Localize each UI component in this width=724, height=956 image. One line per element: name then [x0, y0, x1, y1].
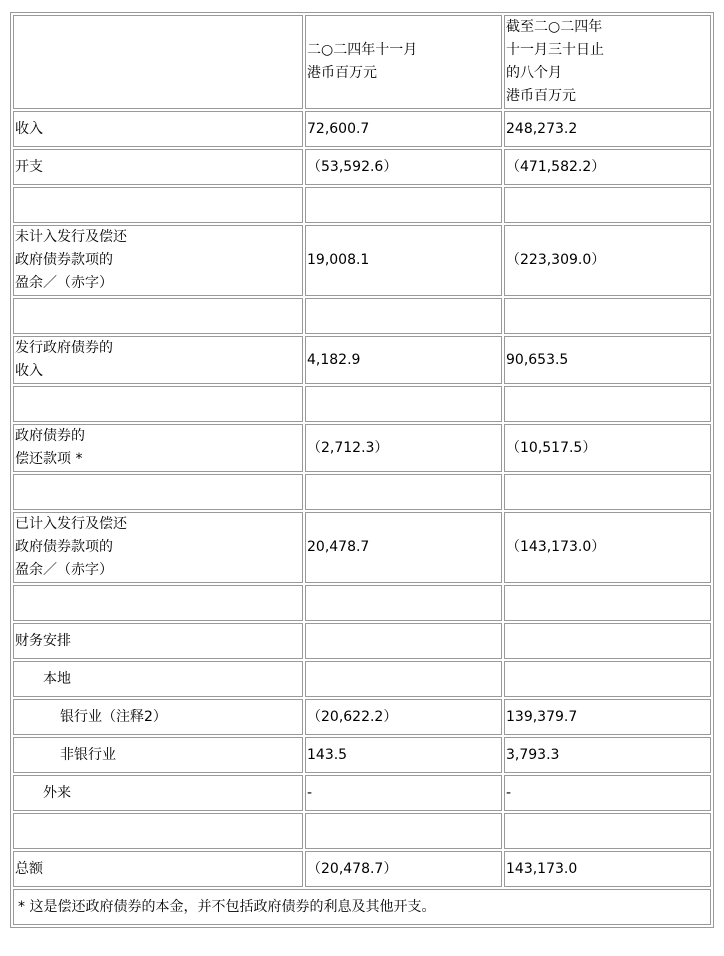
row-label	[13, 585, 303, 621]
table-row	[13, 623, 711, 659]
row-label	[13, 813, 303, 849]
row-value-ytd: （223,309.0）	[504, 225, 711, 296]
row-label: 本地	[13, 661, 303, 697]
row-value-month: （20,478.7）	[305, 851, 502, 887]
row-value-month	[305, 813, 502, 849]
row-label	[13, 298, 303, 334]
table-row	[13, 585, 711, 621]
row-value-ytd: 3,793.3	[504, 737, 711, 773]
table-row	[13, 225, 711, 296]
table-row	[13, 851, 711, 887]
header-row	[13, 15, 711, 109]
row-label	[13, 386, 303, 422]
row-value-month	[305, 187, 502, 223]
table-row	[13, 187, 711, 223]
row-label: 外来	[13, 775, 303, 811]
row-value-month: 72,600.7	[305, 111, 502, 147]
table-row	[13, 386, 711, 422]
table-row	[13, 424, 711, 472]
table-row	[13, 512, 711, 583]
header-cell-month: 二○二四年十一月 港币百万元	[305, 15, 502, 109]
row-value-ytd	[504, 298, 711, 334]
financial-table	[10, 12, 714, 928]
table-row	[13, 149, 711, 185]
row-label	[13, 474, 303, 510]
row-value-ytd: （471,582.2）	[504, 149, 711, 185]
row-label: 非银行业	[13, 737, 303, 773]
row-value-ytd	[504, 813, 711, 849]
row-label: 已计入发行及偿还 政府债券款项的 盈余／（赤字）	[13, 512, 303, 583]
row-label: 银行业（注释2）	[13, 699, 303, 735]
row-value-ytd	[504, 386, 711, 422]
row-value-ytd: 143,173.0	[504, 851, 711, 887]
row-value-month	[305, 298, 502, 334]
row-value-ytd	[504, 585, 711, 621]
table-row	[13, 661, 711, 697]
table-row	[13, 775, 711, 811]
row-label: 发行政府债券的 收入	[13, 336, 303, 384]
row-value-month: 143.5	[305, 737, 502, 773]
row-label	[13, 187, 303, 223]
table-row	[13, 699, 711, 735]
row-value-ytd: （10,517.5）	[504, 424, 711, 472]
header-cell-label	[13, 15, 303, 109]
row-value-ytd: 248,273.2	[504, 111, 711, 147]
row-value-month: （20,622.2）	[305, 699, 502, 735]
table-row	[13, 474, 711, 510]
row-value-month	[305, 623, 502, 659]
row-value-month: 19,008.1	[305, 225, 502, 296]
row-value-month: 4,182.9	[305, 336, 502, 384]
footnote: * 这是偿还政府债券的本金，并不包括政府债券的利息及其他开支。	[13, 889, 711, 925]
row-value-ytd	[504, 623, 711, 659]
row-value-ytd	[504, 474, 711, 510]
row-value-ytd	[504, 661, 711, 697]
header-cell-ytd: 截至二○二四年 十一月三十日止 的八个月 港币百万元	[504, 15, 711, 109]
table-row	[13, 336, 711, 384]
row-value-month	[305, 386, 502, 422]
row-value-ytd: -	[504, 775, 711, 811]
table-row	[13, 111, 711, 147]
row-value-ytd: 90,653.5	[504, 336, 711, 384]
row-value-month	[305, 585, 502, 621]
row-label: 总额	[13, 851, 303, 887]
table-row	[13, 737, 711, 773]
row-value-month: （53,592.6）	[305, 149, 502, 185]
footnote-row	[13, 889, 711, 925]
row-value-month: 20,478.7	[305, 512, 502, 583]
row-value-month	[305, 474, 502, 510]
row-label: 政府债券的 偿还款项 *	[13, 424, 303, 472]
row-value-ytd: （143,173.0）	[504, 512, 711, 583]
row-label: 收入	[13, 111, 303, 147]
row-value-month: -	[305, 775, 502, 811]
row-value-month: （2,712.3）	[305, 424, 502, 472]
table-row	[13, 298, 711, 334]
row-label: 开支	[13, 149, 303, 185]
row-value-ytd	[504, 187, 711, 223]
table-row	[13, 813, 711, 849]
row-label: 财务安排	[13, 623, 303, 659]
row-value-month	[305, 661, 502, 697]
row-label: 未计入发行及偿还 政府债券款项的 盈余／（赤字）	[13, 225, 303, 296]
row-value-ytd: 139,379.7	[504, 699, 711, 735]
